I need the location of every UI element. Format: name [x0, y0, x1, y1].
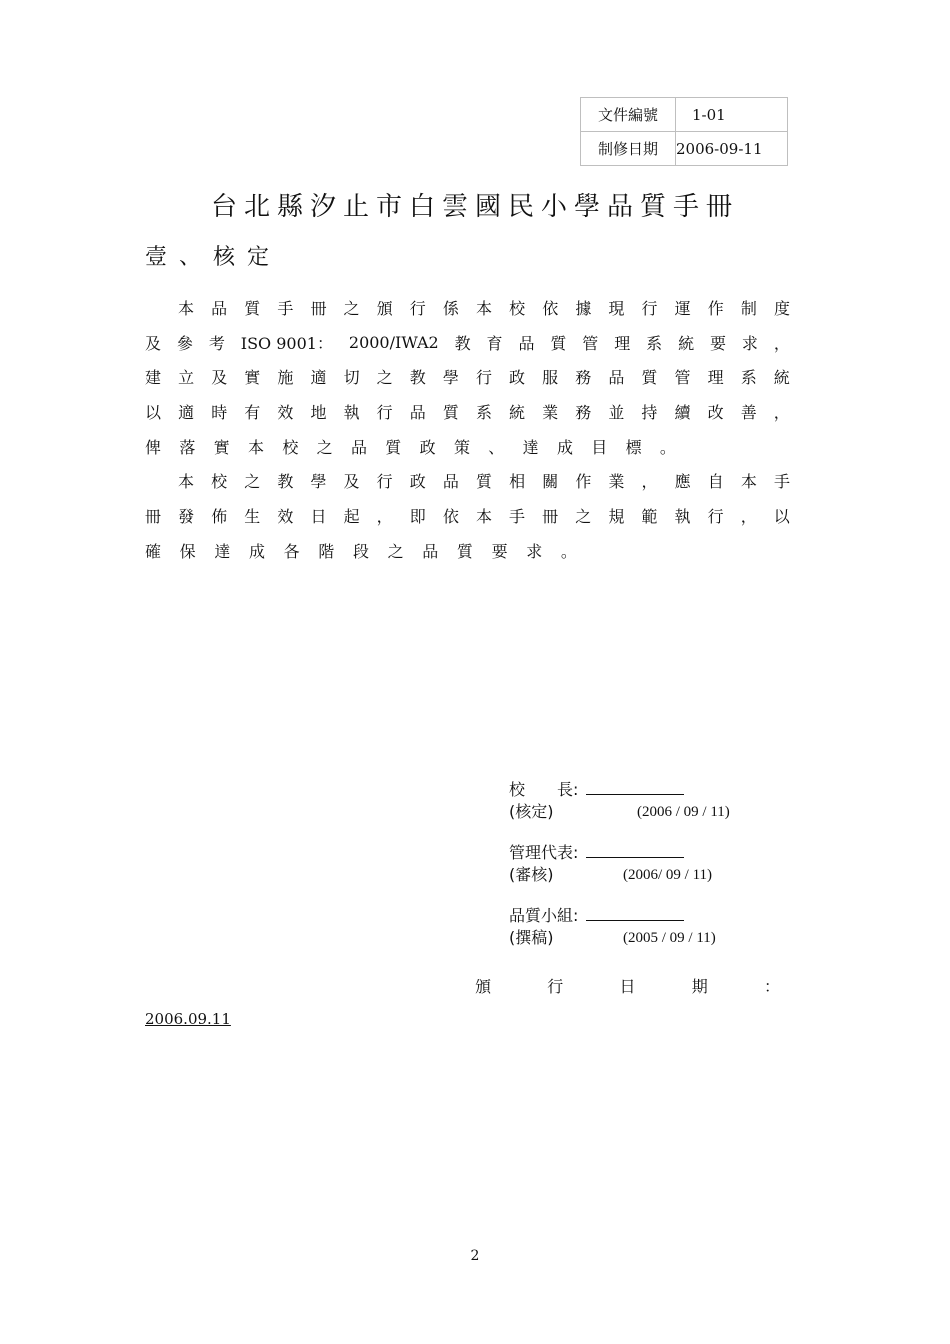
- body-token: 相: [509, 472, 526, 492]
- body-token: 係: [442, 298, 459, 318]
- body-token: 善: [740, 402, 757, 422]
- approval-body-text: [145, 290, 790, 568]
- body-token: 管: [674, 368, 691, 388]
- body-token: 行: [475, 368, 492, 388]
- signature-role-label: 品質小組:: [509, 906, 579, 925]
- body-token: 、: [488, 437, 505, 457]
- body-token: 要: [709, 333, 726, 353]
- body-token: 達: [214, 541, 231, 561]
- body-token: 本: [475, 506, 492, 526]
- body-token: 確: [145, 541, 162, 561]
- body-token: 運: [674, 298, 691, 318]
- body-token: 目: [591, 437, 608, 457]
- body-token: 求: [526, 541, 543, 561]
- body-token: 。: [659, 437, 676, 457]
- body-token: 依: [542, 298, 559, 318]
- body-token: 切: [343, 368, 360, 388]
- body-token: 制: [740, 298, 757, 318]
- body-token: 範: [641, 506, 658, 526]
- body-token: 標: [625, 437, 642, 457]
- body-token: 俾: [145, 437, 162, 457]
- body-token: 冊: [542, 506, 559, 526]
- body-token: 之: [387, 541, 404, 561]
- body-token: 管: [582, 333, 599, 353]
- body-token: 業: [608, 472, 625, 492]
- body-token: 統: [678, 333, 695, 353]
- signature-management-rep: [509, 842, 769, 886]
- body-token: 質: [641, 368, 658, 388]
- body-token: 本: [475, 298, 492, 318]
- signature-action: (撰稿): [509, 928, 554, 947]
- body-token: 質: [456, 541, 473, 561]
- signature-quality-team: [509, 905, 769, 949]
- issue-label-char: 期: [691, 977, 708, 996]
- body-token: 達: [522, 437, 539, 457]
- body-token: 建: [145, 368, 162, 388]
- manual-title: 台北縣汐止市白雲國民小學品質手冊: [210, 192, 739, 222]
- body-token: 有: [244, 402, 261, 422]
- section-heading: 壹、核定: [145, 245, 282, 270]
- body-token: 2000/IWA2: [348, 332, 439, 352]
- body-token: 學: [310, 472, 327, 492]
- body-token: 效: [277, 506, 294, 526]
- issue-label-char: ：: [763, 977, 780, 996]
- body-line: [145, 498, 790, 533]
- body-token: 手: [773, 472, 790, 492]
- signature-line: [586, 843, 684, 858]
- body-token: 政: [409, 472, 426, 492]
- body-token: 據: [575, 298, 592, 318]
- body-token: 發: [178, 506, 195, 526]
- body-token: 行: [376, 402, 393, 422]
- body-token: 。: [560, 541, 577, 561]
- body-token: 起: [343, 506, 360, 526]
- body-token: 落: [179, 437, 196, 457]
- signature-role-label: 校 長:: [509, 780, 579, 799]
- body-token: 質: [475, 472, 492, 492]
- body-token: 校: [282, 437, 299, 457]
- body-token: 教: [277, 472, 294, 492]
- body-token: ISO 9001：: [240, 333, 333, 353]
- body-token: 行: [409, 298, 426, 318]
- body-line: [145, 463, 790, 498]
- body-token: 階: [318, 541, 335, 561]
- body-token: 規: [608, 506, 625, 526]
- body-token: 品: [518, 333, 535, 353]
- issue-label-char: 頒: [475, 977, 492, 996]
- page-number: 2: [470, 1248, 480, 1264]
- issue-date-text: 2006.09.11: [145, 1010, 231, 1028]
- body-token: 系: [646, 333, 663, 353]
- body-token: 改: [707, 402, 724, 422]
- issue-date-value: [145, 1010, 271, 1028]
- body-token: 系: [740, 368, 757, 388]
- body-token: 質: [442, 402, 459, 422]
- body-token: 實: [244, 368, 261, 388]
- body-token: 要: [491, 541, 508, 561]
- body-line: [145, 325, 790, 360]
- body-token: 統: [509, 402, 526, 422]
- issue-date-label: [475, 974, 780, 997]
- body-token: 立: [178, 368, 195, 388]
- body-token: 求: [741, 333, 758, 353]
- body-token: 參: [176, 333, 193, 353]
- body-token: 質: [244, 298, 261, 318]
- body-token: 之: [575, 506, 592, 526]
- body-line: [145, 359, 790, 394]
- body-token: ，: [641, 472, 658, 492]
- body-token: 即: [409, 506, 426, 526]
- signature-date: (2006/ 09 / 11): [623, 867, 713, 883]
- body-token: ，: [773, 402, 790, 422]
- body-token: 保: [179, 541, 196, 561]
- signature-date: (2005 / 09 / 11): [623, 930, 716, 946]
- body-token: 現: [608, 298, 625, 318]
- body-line: [145, 290, 790, 325]
- signature-line: [586, 780, 684, 795]
- body-token: 佈: [211, 506, 228, 526]
- body-token: 之: [244, 472, 261, 492]
- doc-number-label: 文件編號: [581, 98, 676, 132]
- body-token: 品: [350, 437, 367, 457]
- revision-date-row: [581, 132, 788, 166]
- body-token: 及: [211, 368, 228, 388]
- body-token: ，: [376, 506, 393, 526]
- body-token: 質: [385, 437, 402, 457]
- body-token: 實: [213, 437, 230, 457]
- body-token: 品: [608, 368, 625, 388]
- signature-line: [586, 906, 684, 921]
- body-token: 以: [773, 506, 790, 526]
- body-token: 校: [211, 472, 228, 492]
- body-token: 理: [707, 368, 724, 388]
- body-token: 理: [614, 333, 631, 353]
- body-token: 施: [277, 368, 294, 388]
- body-token: 系: [475, 402, 492, 422]
- body-token: 地: [310, 402, 327, 422]
- body-line: [145, 394, 790, 429]
- doc-number-row: [581, 98, 788, 132]
- body-token: 關: [542, 472, 559, 492]
- body-token: 執: [343, 402, 360, 422]
- body-token: 各: [283, 541, 300, 561]
- body-token: ，: [740, 506, 757, 526]
- issue-label-char: 行: [547, 977, 564, 996]
- signature-role-label: 管理代表:: [509, 843, 579, 862]
- body-token: 服: [542, 368, 559, 388]
- body-token: 務: [575, 368, 592, 388]
- body-token: 作: [575, 472, 592, 492]
- body-token: 行: [707, 506, 724, 526]
- body-token: 生: [244, 506, 261, 526]
- body-line: [145, 533, 577, 568]
- body-token: 統: [773, 368, 790, 388]
- body-token: 適: [178, 402, 195, 422]
- body-token: 應: [674, 472, 691, 492]
- body-token: ，: [773, 333, 790, 353]
- body-token: 之: [316, 437, 333, 457]
- body-token: 冊: [310, 298, 327, 318]
- body-token: 時: [211, 402, 228, 422]
- body-token: 政: [509, 368, 526, 388]
- signature-date: (2006 / 09 / 11): [637, 804, 730, 820]
- body-token: 品: [211, 298, 228, 318]
- body-token: 依: [442, 506, 459, 526]
- body-token: 續: [674, 402, 691, 422]
- body-token: 日: [310, 506, 327, 526]
- body-token: 適: [310, 368, 327, 388]
- signature-principal: [509, 779, 769, 823]
- body-token: 及: [343, 472, 360, 492]
- body-token: 品: [409, 402, 426, 422]
- revision-date-value: 2006-09-11: [676, 132, 788, 166]
- body-token: 並: [608, 402, 625, 422]
- body-line: [145, 429, 676, 464]
- body-token: 教: [454, 333, 471, 353]
- issue-label-char: 日: [619, 977, 636, 996]
- body-token: 冊: [145, 506, 162, 526]
- body-token: 校: [509, 298, 526, 318]
- body-token: 效: [277, 402, 294, 422]
- body-token: 行: [376, 472, 393, 492]
- body-token: 執: [674, 506, 691, 526]
- body-token: 段: [352, 541, 369, 561]
- body-token: 政: [419, 437, 436, 457]
- body-token: 及: [145, 333, 162, 353]
- body-token: 策: [453, 437, 470, 457]
- body-token: 考: [208, 333, 225, 353]
- body-token: 品: [422, 541, 439, 561]
- body-token: 之: [376, 368, 393, 388]
- body-token: 手: [277, 298, 294, 318]
- doc-number-value: 1-01: [676, 98, 788, 132]
- body-token: 度: [773, 298, 790, 318]
- body-token: 本: [740, 472, 757, 492]
- body-token: 行: [641, 298, 658, 318]
- document-info-table: [580, 97, 788, 166]
- body-token: 手: [509, 506, 526, 526]
- body-token: 業: [542, 402, 559, 422]
- body-token: 成: [248, 541, 265, 561]
- body-token: 持: [641, 402, 658, 422]
- signature-action: (審核): [509, 865, 554, 884]
- body-token: 本: [178, 472, 195, 492]
- body-token: 成: [556, 437, 573, 457]
- body-token: 以: [145, 402, 162, 422]
- body-token: 本: [178, 298, 195, 318]
- body-token: 自: [707, 472, 724, 492]
- body-token: 學: [442, 368, 459, 388]
- revision-date-label: 制修日期: [581, 132, 676, 166]
- body-token: 育: [486, 333, 503, 353]
- body-token: 務: [575, 402, 592, 422]
- body-token: 之: [343, 298, 360, 318]
- body-token: 頒: [376, 298, 393, 318]
- body-token: 本: [247, 437, 264, 457]
- body-token: 品: [442, 472, 459, 492]
- body-token: 作: [707, 298, 724, 318]
- body-token: 教: [409, 368, 426, 388]
- signature-action: (核定): [509, 802, 554, 821]
- body-token: 質: [550, 333, 567, 353]
